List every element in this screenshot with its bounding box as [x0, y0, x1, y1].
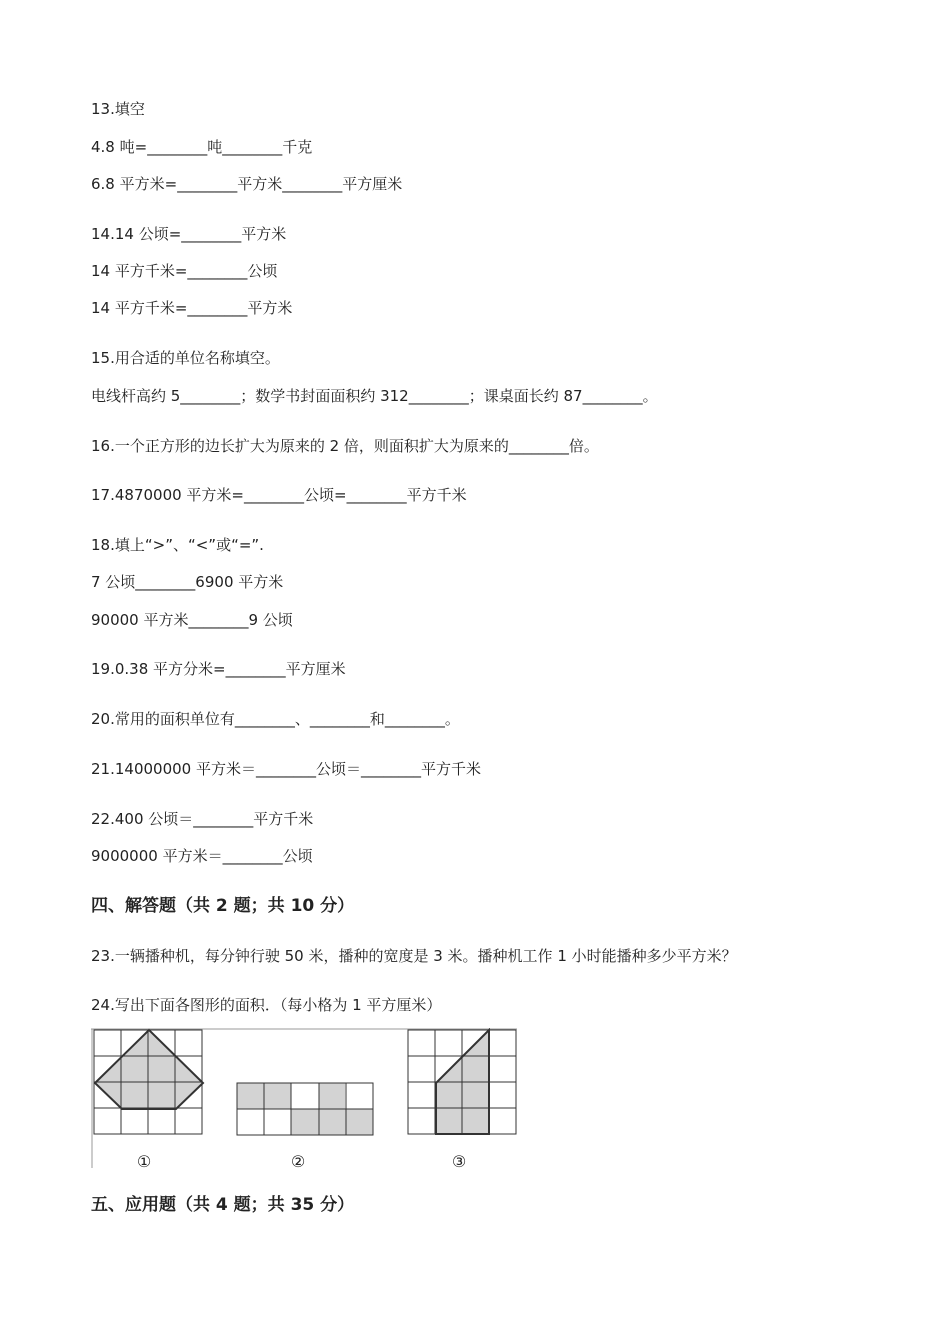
figure-1-grid [94, 1030, 202, 1134]
q22-line-2: 9000000 平方米＝________公顷 [91, 847, 313, 865]
q18-line-1: 7 公顷________6900 平方米 [91, 573, 284, 591]
q21-line: 21.14000000 平方米＝________公顷＝________平方千米 [91, 760, 481, 778]
figure-3-label: ③ [451, 1152, 467, 1171]
q13-line-2: 6.8 平方米=________平方米________平方厘米 [91, 175, 403, 193]
q13-title: 13.填空 [91, 100, 145, 118]
q24-line: 24.写出下面各图形的面积．（每小格为 1 平方厘米） [91, 996, 442, 1014]
figure-3-grid [408, 1030, 516, 1134]
q19-line: 19.0.38 平方分米=________平方厘米 [91, 660, 346, 678]
q22-line-1: 22.400 公顷＝________平方千米 [91, 810, 314, 828]
q24-figures [91, 1028, 521, 1173]
figure-2-label: ② [290, 1152, 306, 1171]
q14-line-2: 14 平方千米=________公顷 [91, 262, 278, 280]
section-5-heading: 五、应用题（共 4 题；共 35 分） [91, 1195, 355, 1215]
q20-line: 20.常用的面积单位有________、________和________。 [91, 710, 460, 728]
figure-2-shade-mid [319, 1083, 345, 1109]
figure-1-label: ① [136, 1152, 152, 1171]
figure-2 [237, 1083, 373, 1135]
q18-line-2: 90000 平方米________9 公顷 [91, 611, 293, 629]
section-4-heading: 四、解答题（共 2 题；共 10 分） [91, 896, 355, 916]
q14-line-3: 14 平方千米=________平方米 [91, 299, 293, 317]
q17-line: 17.4870000 平方米=________公顷=________平方千米 [91, 486, 467, 504]
q23-line: 23.一辆播种机，每分钟行驶 50 米，播种的宽度是 3 米。播种机工作 1 小时能播种多少平方米？ [91, 947, 737, 965]
q16-line: 16.一个正方形的边长扩大为原来的 2 倍，则面积扩大为原来的________倍。 [91, 437, 599, 455]
figure-3 [408, 1030, 516, 1134]
figure-1-hexagon [95, 1030, 203, 1109]
q13-line-1: 4.8 吨=________吨________千克 [91, 138, 313, 156]
q18-title: 18.填上“>”、“<”或“=”. [91, 536, 264, 554]
q15-line-1: 电线杆高约 5________；数学书封面面积约 312________；课桌面长约 87________。 [91, 387, 658, 405]
figure-1 [94, 1030, 203, 1134]
q14-line-1: 14.14 公顷=________平方米 [91, 225, 287, 243]
q15-title: 15.用合适的单位名称填空。 [91, 349, 280, 367]
figure-2-shade-bottom [291, 1109, 373, 1135]
